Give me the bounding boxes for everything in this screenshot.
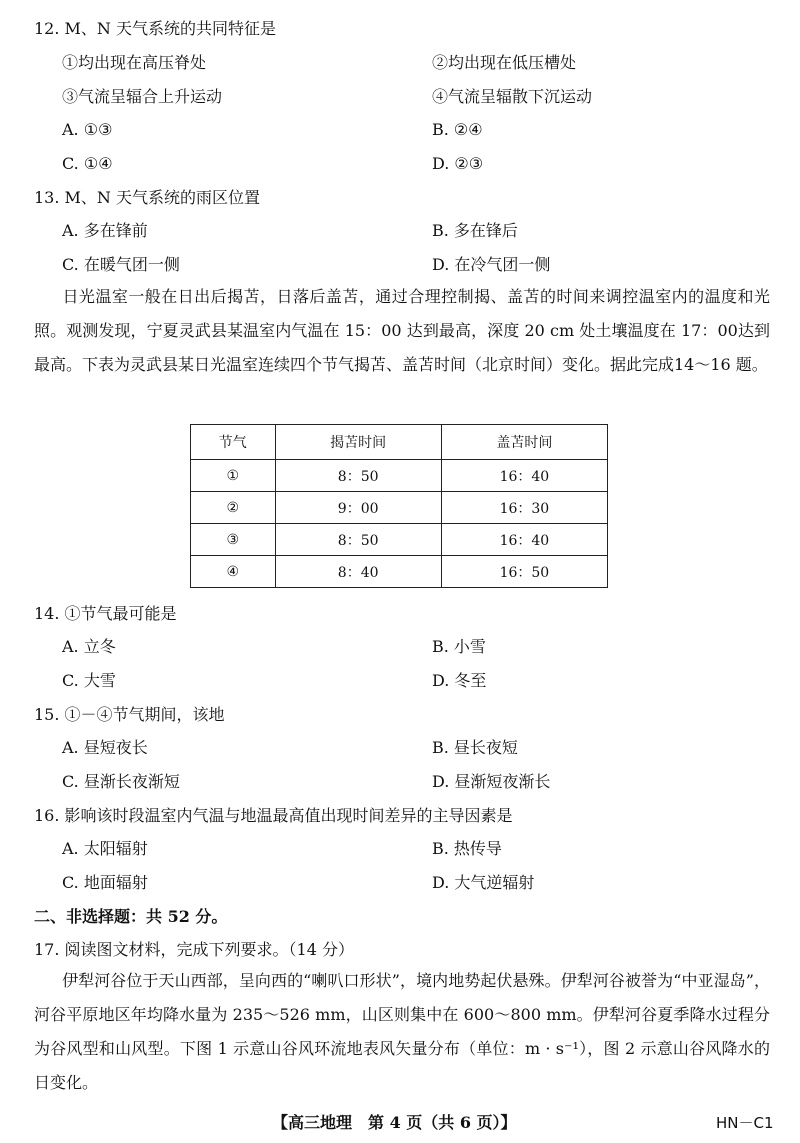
q12-stem: 12. M、N 天气系统的共同特征是 (34, 19, 277, 38)
table-row (191, 460, 608, 492)
q12-statement-3: ③气流呈辐合上升运动 (62, 87, 223, 106)
q14-choice-a: A. 立冬 (62, 637, 116, 656)
q16-choice-c: C. 地面辐射 (62, 873, 148, 892)
table-cell: ④ (191, 556, 276, 588)
q12-statement-1: ①均出现在高压脊处 (62, 53, 207, 72)
q14-choice-b: B. 小雪 (432, 637, 486, 656)
q15-choice-c: C. 昼渐长夜渐短 (62, 772, 180, 791)
table-header-uncover-time: 揭苫时间 (275, 425, 441, 460)
table-cell: 16：50 (441, 556, 607, 588)
q13-choice-d: D. 在冷气团一侧 (432, 255, 551, 274)
q15-stem: 15. ①－④节气期间，该地 (34, 705, 225, 724)
table-cell: 16：40 (441, 460, 607, 492)
q12-choice-c: C. ①④ (62, 154, 113, 173)
q13-choice-c: C. 在暖气团一侧 (62, 255, 180, 274)
exam-code: HN－C1 (716, 1114, 774, 1132)
q16-choice-b: B. 热传导 (432, 839, 502, 858)
q12-choice-b: B. ②④ (432, 120, 483, 139)
table-header-solar-term: 节气 (191, 425, 276, 460)
table-cell: 16：40 (441, 524, 607, 556)
table-cell: 8：50 (275, 460, 441, 492)
passage-greenhouse-text: 日光温室一般在日出后揭苫，日落后盖苫，通过合理控制揭、盖苫的时间来调控温室内的温度和光照。观测发现，宁夏灵武县某温室内气温在 15：00 达到最高，深度 20 cm 处土壤温度在 17：00达到最高。下表为灵武县某日光温室连续四个节气揭苫、盖苫时间（北京时间）变化。据此完成14～16 题。 (34, 287, 770, 374)
table-row (191, 556, 608, 588)
q12-choice-a: A. ①③ (62, 120, 113, 139)
q13-choice-b: B. 多在锋后 (432, 221, 518, 240)
table-cell: ③ (191, 524, 276, 556)
q14-stem: 14. ①节气最可能是 (34, 604, 177, 623)
q13-choice-a: A. 多在锋前 (62, 221, 148, 240)
table-cell: 16：30 (441, 492, 607, 524)
q12-choice-d: D. ②③ (432, 154, 484, 173)
q14-choice-c: C. 大雪 (62, 671, 116, 690)
q14-choice-d: D. 冬至 (432, 671, 487, 690)
table-cell: ① (191, 460, 276, 492)
q15-choice-b: B. 昼长夜短 (432, 738, 518, 757)
q17-stem: 17. 阅读图文材料，完成下列要求。（14 分） (34, 940, 354, 959)
greenhouse-table (190, 424, 608, 588)
q15-choice-d: D. 昼渐短夜渐长 (432, 772, 551, 791)
table-header-cover-time: 盖苫时间 (441, 425, 607, 460)
q12-statement-4: ④气流呈辐散下沉运动 (432, 87, 593, 106)
passage-yili-valley (34, 964, 770, 1100)
passage-greenhouse (34, 280, 770, 382)
passage-yili-valley-text: 伊犁河谷位于天山西部，呈向西的“喇叭口形状”，境内地势起伏悬殊。伊犁河谷被誉为“中亚湿岛”，河谷平原地区年均降水量为 235～526 mm，山区则集中在 600～800 mm。伊犁河谷夏季降水过程分为谷风型和山风型。下图 1 示意山谷风环流地表风矢量分布（单位：m · s⁻¹），图 2 示意山谷风降水的日变化。 (34, 971, 770, 1092)
table-cell: 8：50 (275, 524, 441, 556)
q15-choice-a: A. 昼短夜长 (62, 738, 148, 757)
q12-statement-2: ②均出现在低压槽处 (432, 53, 577, 72)
table-cell: 9：00 (275, 492, 441, 524)
q16-stem: 16. 影响该时段温室内气温与地温最高值出现时间差异的主导因素是 (34, 806, 513, 825)
table-cell: ② (191, 492, 276, 524)
q16-choice-d: D. 大气逆辐射 (432, 873, 535, 892)
q13-stem: 13. M、N 天气系统的雨区位置 (34, 188, 261, 207)
table-header-row (191, 425, 608, 460)
table-row (191, 492, 608, 524)
q16-choice-a: A. 太阳辐射 (62, 839, 148, 858)
page-footer: 【高三地理 第 4 页（共 6 页）】 (272, 1113, 517, 1132)
table-cell: 8：40 (275, 556, 441, 588)
section-heading: 二、非选择题：共 52 分。 (34, 907, 228, 926)
table-row (191, 524, 608, 556)
